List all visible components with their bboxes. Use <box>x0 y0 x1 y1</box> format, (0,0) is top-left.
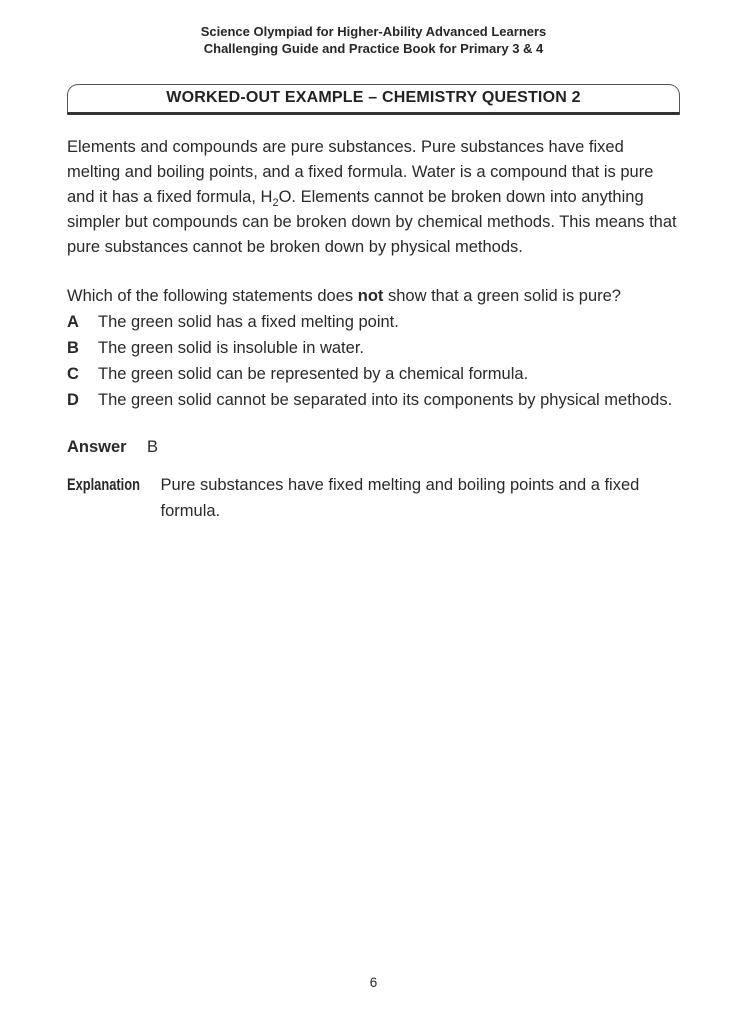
water-formula-subscript: 2 <box>272 197 279 209</box>
answer-row <box>67 434 680 460</box>
answer-label: Answer <box>67 438 127 456</box>
question-part1: Which of the following statements does <box>67 287 354 305</box>
explanation-label <box>67 472 161 524</box>
page-number: 6 <box>369 975 378 990</box>
page-footer <box>0 975 747 990</box>
intro-text-part1: Elements and compounds are pure substances. Pure substances have fixed melting and boiling points, and a fixed formula. Water is a compound that is pure and it has a fixed formula, H <box>67 138 654 206</box>
option-letter-c: C <box>67 365 79 383</box>
book-header <box>0 0 747 57</box>
option-letter-b: B <box>67 339 79 357</box>
option-letter-a: A <box>67 313 79 331</box>
page-content <box>67 135 680 524</box>
option-text-c: The green solid can be represented by a chemical formula. <box>98 365 529 383</box>
option-row-c <box>67 361 680 387</box>
option-text-d: The green solid cannot be separated into its components by physical methods. <box>98 391 673 409</box>
question-text <box>67 283 680 309</box>
option-letter-d: D <box>67 391 79 409</box>
option-row-b <box>67 335 680 361</box>
question-part2: show that a green solid is pure? <box>388 287 621 305</box>
explanation-label-text: Explanation <box>67 476 140 494</box>
worked-example-title-box <box>67 84 680 115</box>
explanation-row <box>67 472 680 524</box>
option-row-a <box>67 309 680 335</box>
header-line-1: Science Olympiad for Higher-Ability Advanced Learners <box>200 24 547 39</box>
header-line-2: Challenging Guide and Practice Book for Primary 3 & 4 <box>203 41 544 56</box>
answer-value: B <box>147 438 159 456</box>
option-text-a: The green solid has a fixed melting point. <box>98 313 399 331</box>
options-list <box>67 309 680 413</box>
option-row-d <box>67 387 680 413</box>
intro-text-part2: O. Elements cannot be broken down into anything simpler but compounds can be broken down by chemical methods. This means that pure substances cannot be broken down by physical methods. <box>67 188 677 256</box>
intro-paragraph <box>67 135 680 260</box>
worked-example-title: WORKED-OUT EXAMPLE – CHEMISTRY QUESTION 2 <box>166 89 581 106</box>
question-emphasis: not <box>357 287 384 305</box>
option-text-b: The green solid is insoluble in water. <box>98 339 364 357</box>
explanation-text: Pure substances have fixed melting and boiling points and a fixed formula. <box>160 476 640 520</box>
